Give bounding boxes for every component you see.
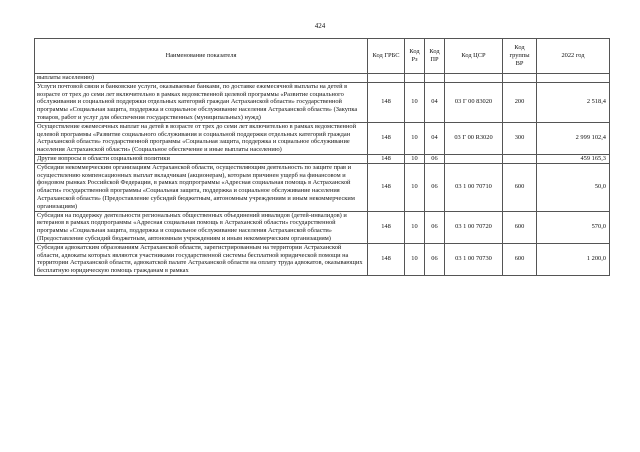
row-csr: 03 1 00 70720 <box>445 211 503 243</box>
row-amount: 459 165,3 <box>537 154 610 163</box>
row-pr: 04 <box>425 122 445 154</box>
row-rz: 10 <box>405 163 425 211</box>
page-number: 424 <box>314 22 326 30</box>
row-name: Субсидии некоммерческим организациям Астраханской области, осуществляющим деятельность по защите прав и осуществлению компенсационных выплат вкладчикам (акционерам), которым причинен ущерб на финансовом и фондовом рынках Российской Федерации, в рамках подпрограммы «Адресная социальная помощь в Астраханской области» государственной программы «Социальная защита, поддержка и социальное обслуживание населения Астраханской области» (Предоставление субсидий бюджетным, автономным учреждениям и иным некоммерческим организациям) <box>35 163 368 211</box>
row-grbs: 148 <box>368 154 405 163</box>
header-grbs: Код ГРБС <box>368 39 405 74</box>
row-amount: 50,0 <box>537 163 610 211</box>
row-name: Субсидия адвокатским образованиям Астраханской области, зарегистрированным на территории Астраханской области, адвокаты которых являются участниками государственной системы бесплатной юридической помощи на территории Астраханской области, адвокатской палате Астраханской области на оплату труда адвокатов, оказывающих бесплатную юридическую помощь гражданам в рамках <box>35 243 368 275</box>
row-name: Другие вопросы в области социальной политики <box>35 154 368 163</box>
row-amount: 570,0 <box>537 211 610 243</box>
row-rz <box>405 74 425 83</box>
row-csr: 03 Г 00 83020 <box>445 82 503 122</box>
row-vr <box>503 74 537 83</box>
row-grbs: 148 <box>368 122 405 154</box>
row-rz: 10 <box>405 122 425 154</box>
row-grbs: 148 <box>368 82 405 122</box>
row-vr <box>503 154 537 163</box>
row-name: Субсидия на поддержку деятельности региональных общественных объединений инвалидов (детей-инвалидов) и ветеранов в рамках подпрограммы «Адресная социальная помощь в Астраханской области» государственной программы «Социальная защита, поддержка и социальное обслуживание населения Астраханской области» (Предоставление субсидий бюджетным, автономным учреждениям и иным некоммерческим организациям) <box>35 211 368 243</box>
row-name: Услуги почтовой связи и банковские услуги, оказываемые банками, по доставке ежемесячной выплаты на детей в возрасте от трех до семи лет включительно в рамках ведомственной целевой программы «Развитие социального обслуживания и социальной поддержки отдельных категорий граждан Астраханской области» государственной программы «Социальная защита, поддержка и социальное обслуживание населения Астраханской области» (Закупка товаров, работ и услуг для обеспечения государственных (муниципальных) нужд) <box>35 82 368 122</box>
table-row <box>35 211 610 243</box>
row-grbs: 148 <box>368 163 405 211</box>
table-row <box>35 74 610 83</box>
row-name: выплаты населению) <box>35 74 368 83</box>
row-pr: 04 <box>425 82 445 122</box>
row-pr <box>425 74 445 83</box>
row-vr: 600 <box>503 243 537 275</box>
row-amount: 2 999 102,4 <box>537 122 610 154</box>
table-row <box>35 163 610 211</box>
table-row <box>35 154 610 163</box>
row-csr: 03 1 00 70730 <box>445 243 503 275</box>
header-vr: Код группы ВР <box>503 39 537 74</box>
table-row <box>35 243 610 275</box>
row-vr: 300 <box>503 122 537 154</box>
row-vr: 200 <box>503 82 537 122</box>
row-csr <box>445 74 503 83</box>
row-pr: 06 <box>425 243 445 275</box>
row-pr: 06 <box>425 163 445 211</box>
row-rz: 10 <box>405 211 425 243</box>
table-row <box>35 122 610 154</box>
row-rz: 10 <box>405 243 425 275</box>
row-csr: 03 1 00 70710 <box>445 163 503 211</box>
table-row <box>35 82 610 122</box>
row-grbs: 148 <box>368 211 405 243</box>
row-csr: 03 Г 00 R3020 <box>445 122 503 154</box>
row-amount <box>537 74 610 83</box>
row-csr <box>445 154 503 163</box>
header-rz: Код Рз <box>405 39 425 74</box>
header-name: Наименование показателя <box>35 39 368 74</box>
row-rz: 10 <box>405 154 425 163</box>
row-name: Осуществление ежемесячных выплат на детей в возрасте от трех до семи лет включительно в рамках ведомственной целевой программы «Развитие социального обслуживания и социальной поддержки отдельных категорий граждан Астраханской области» государственной программы «Социальная защита, поддержка и социальное обслуживание населения Астраханской области» (Социальное обеспечение и иные выплаты населению) <box>35 122 368 154</box>
table-header-row <box>35 39 610 74</box>
header-year: 2022 год <box>537 39 610 74</box>
budget-table <box>34 38 610 276</box>
header-csr: Код ЦСР <box>445 39 503 74</box>
row-grbs: 148 <box>368 243 405 275</box>
row-pr: 06 <box>425 154 445 163</box>
row-amount: 1 200,0 <box>537 243 610 275</box>
row-amount: 2 518,4 <box>537 82 610 122</box>
row-grbs <box>368 74 405 83</box>
row-vr: 600 <box>503 211 537 243</box>
row-vr: 600 <box>503 163 537 211</box>
header-pr: Код ПР <box>425 39 445 74</box>
row-pr: 06 <box>425 211 445 243</box>
row-rz: 10 <box>405 82 425 122</box>
